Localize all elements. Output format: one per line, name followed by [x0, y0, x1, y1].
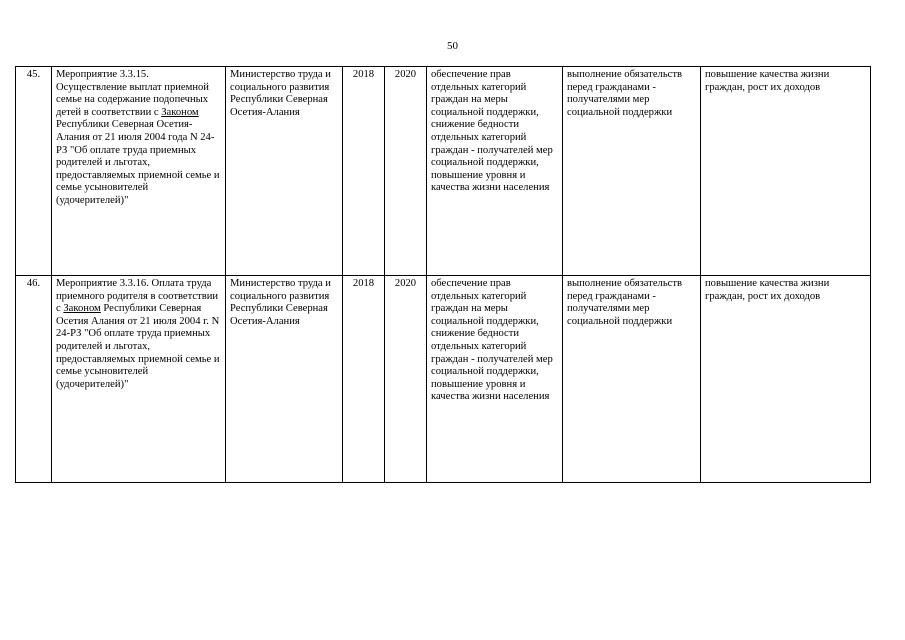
law-link[interactable]: Законом: [63, 303, 101, 315]
table-row: [16, 276, 871, 483]
year-start: 2018: [343, 67, 385, 276]
year-end: 2020: [385, 67, 427, 276]
year-start: 2018: [343, 276, 385, 483]
indicator: повышение качества жизни граждан, рост их доходов: [701, 67, 871, 276]
consequence: выполнение обязательств перед гражданами - получателями мер социальной поддержки: [563, 67, 701, 276]
executor: Министерство труда и социального развития Республики Северная Осетия-Алания: [226, 67, 343, 276]
row-number: 46.: [16, 276, 52, 483]
indicator: повышение качества жизни граждан, рост их доходов: [701, 276, 871, 483]
year-end: 2020: [385, 276, 427, 483]
page-number: 50: [447, 40, 458, 52]
expected-result: обеспечение прав отдельных категорий граждан на меры социальной поддержки, снижение бедности отдельных категорий граждан - получателей мер социальной поддержки, повышение уровня и качества жизни населения: [427, 67, 563, 276]
event-description: [52, 276, 226, 483]
event-text: Республики Северная Осетия-Алания от 21 июля 2004 года N 24-РЗ "Об оплате труда приемных родителей и льготах, предоставляемых приемной семье и семье усыновителей (удочерителей)": [56, 119, 220, 206]
table-row: [16, 67, 871, 276]
consequence: выполнение обязательств перед гражданами - получателями мер социальной поддержки: [563, 276, 701, 483]
executor: Министерство труда и социального развития Республики Северная Осетия-Алания: [226, 276, 343, 483]
event-text: Мероприятие 3.3.15. Осуществление выплат приемной семье на содержание подопечных детей в соответствии с: [56, 69, 209, 118]
events-table: [15, 66, 871, 483]
row-number: 45.: [16, 67, 52, 276]
event-text: Республики Северная Осетия Алания от 21 июля 2004 г. N 24-РЗ "Об оплате труда приемных родителей и льготах, предоставляемых приемной семье и семье усыновителей (удочерителей)": [56, 303, 220, 390]
event-description: [52, 67, 226, 276]
event-text: Мероприятие 3.3.16. Оплата труда приемного родителя в соответствии с: [56, 278, 219, 315]
law-link[interactable]: Законом: [161, 106, 199, 118]
expected-result: обеспечение прав отдельных категорий граждан на меры социальной поддержки, снижение бедности отдельных категорий граждан - получателей мер социальной поддержки, повышение уровня и качества жизни населения: [427, 276, 563, 483]
